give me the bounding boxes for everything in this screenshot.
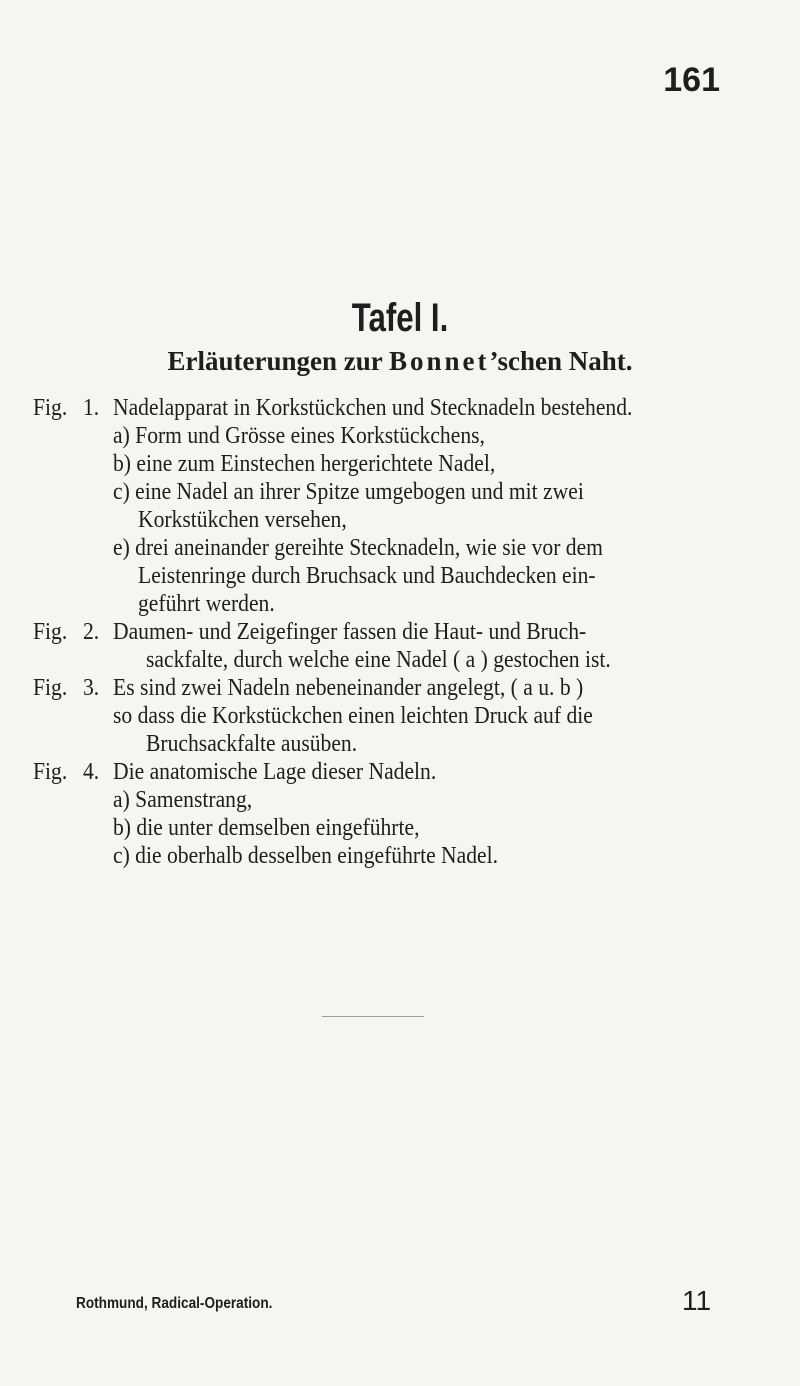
fig-label: Fig. [33, 675, 68, 701]
legend-line: a) Samenstrang, [113, 787, 253, 813]
fig-number: 3. [83, 675, 100, 701]
legend-line: Bruchsackfalte ausüben. [146, 731, 358, 757]
fig-number: 4. [83, 759, 100, 785]
legend-line: a) Form und Grösse eines Korkstückchens, [113, 423, 485, 449]
legend-line: e) drei aneinander gereihte Stecknadeln, wie sie vor dem [113, 535, 603, 561]
legend-line: geführt werden. [138, 591, 275, 617]
legend-line: c) die oberhalb desselben eingeführte Nadel. [113, 843, 499, 869]
fig-label: Fig. [33, 759, 68, 785]
legend-line: Die anatomische Lage dieser Nadeln. [113, 759, 437, 785]
page-number: 161 [663, 61, 720, 99]
legend-line: so dass die Korkstückchen einen leichten Druck auf die [113, 703, 593, 729]
separator-rule [322, 1016, 424, 1017]
subtitle-prefix: Erläuterungen zur [167, 346, 389, 376]
fig-number: 1. [83, 395, 100, 421]
legend-line: Daumen- und Zeigefinger fassen die Haut- und Bruch- [113, 619, 587, 645]
legend-line: Es sind zwei Nadeln nebeneinander angelegt, ( a u. b ) [113, 675, 584, 701]
footer-signature: Rothmund, Radical-Operation. [76, 1295, 273, 1312]
legend-line: b) eine zum Einstechen hergerichtete Nadel, [113, 451, 496, 477]
subtitle-name: Bonnet [388, 346, 490, 376]
legend-line: sackfalte, durch welche eine Nadel ( a ) gestochen ist. [146, 647, 611, 673]
plate-title: Tafel I. [351, 296, 449, 340]
fig-label: Fig. [33, 395, 68, 421]
fig-label: Fig. [33, 619, 68, 645]
legend-line: Korkstükchen versehen, [138, 507, 347, 533]
legend-line: Nadelapparat in Korkstückchen und Stecknadeln bestehend. [113, 395, 633, 421]
legend-line: c) eine Nadel an ihrer Spitze umgebogen und mit zwei [113, 479, 584, 505]
subtitle-suffix: ’schen Naht. [489, 346, 633, 376]
legend-line: Leistenringe durch Bruchsack und Bauchdecken ein- [138, 563, 596, 589]
subtitle [0, 344, 800, 378]
footer-sheet-number: 11 [682, 1285, 712, 1316]
fig-number: 2. [83, 619, 100, 645]
legend-line: b) die unter demselben eingeführte, [113, 815, 420, 841]
